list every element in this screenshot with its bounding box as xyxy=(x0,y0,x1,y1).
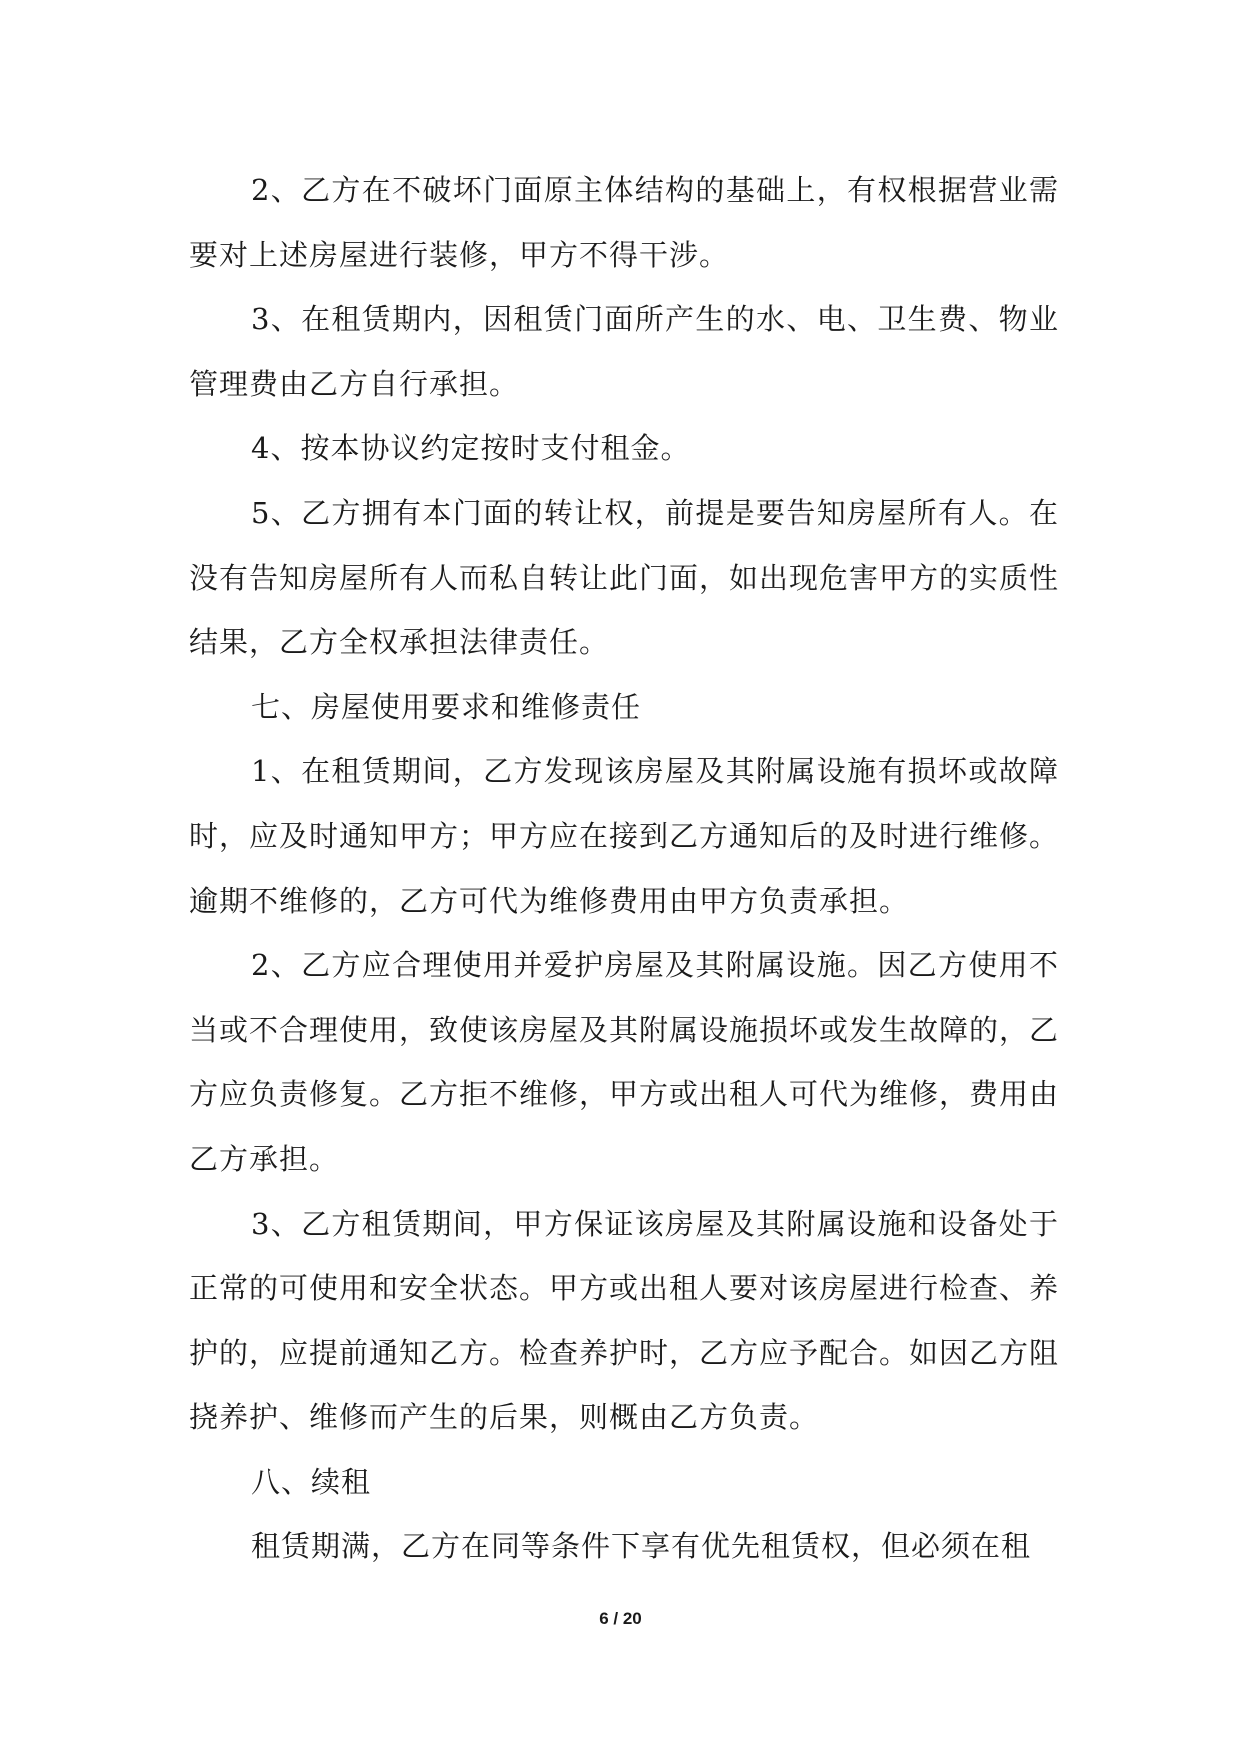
paragraph-clause-4-rent-payment: 4、按本协议约定按时支付租金。 xyxy=(251,431,691,466)
paragraph-clause-3-utilities: 3、在租赁期内，因租赁门面所产生的水、电、卫生费、物业管理费由乙方自行承担。 xyxy=(189,302,1059,401)
paragraph-section-8-renewal: 租赁期满，乙方在同等条件下享有优先租赁权，但必须在租 xyxy=(251,1529,1032,1564)
section-heading-7: 七、房屋使用要求和维修责任 xyxy=(251,689,642,724)
section-heading-8: 八、续租 xyxy=(251,1464,372,1499)
paragraph-section-7-clause-1: 1、在租赁期间，乙方发现该房屋及其附属设施有损坏或故障时，应及时通知甲方；甲方应在接到乙方通知后的及时进行维修。逾期不维修的，乙方可代为维修费用由甲方负责承担。 xyxy=(189,754,1060,918)
page-number: 6 / 20 xyxy=(599,1609,642,1628)
paragraph-section-7-clause-2: 2、乙方应合理使用并爱护房屋及其附属设施。因乙方使用不当或不合理使用，致使该房屋及其附属设施损坏或发生故障的，乙方应负责修复。乙方拒不维修，甲方或出租人可代为维修，费用由乙方承担。 xyxy=(189,948,1060,1176)
paragraph-section-7-clause-3: 3、乙方租赁期间，甲方保证该房屋及其附属设施和设备处于正常的可使用和安全状态。甲方或出租人要对该房屋进行检查、养护的，应提前通知乙方。检查养护时，乙方应予配合。如因乙方阻挠养护、维修而产生的后果，则概由乙方负责。 xyxy=(189,1206,1060,1435)
paragraph-clause-2-renovation: 2、乙方在不破坏门面原主体结构的基础上，有权根据营业需要对上述房屋进行装修，甲方不得干涉。 xyxy=(189,173,1059,272)
paragraph-clause-5-transfer-right: 5、乙方拥有本门面的转让权，前提是要告知房屋所有人。在没有告知房屋所有人而私自转让此门面，如出现危害甲方的实质性结果，乙方全权承担法律责任。 xyxy=(189,495,1060,660)
document-body xyxy=(189,158,1059,1579)
